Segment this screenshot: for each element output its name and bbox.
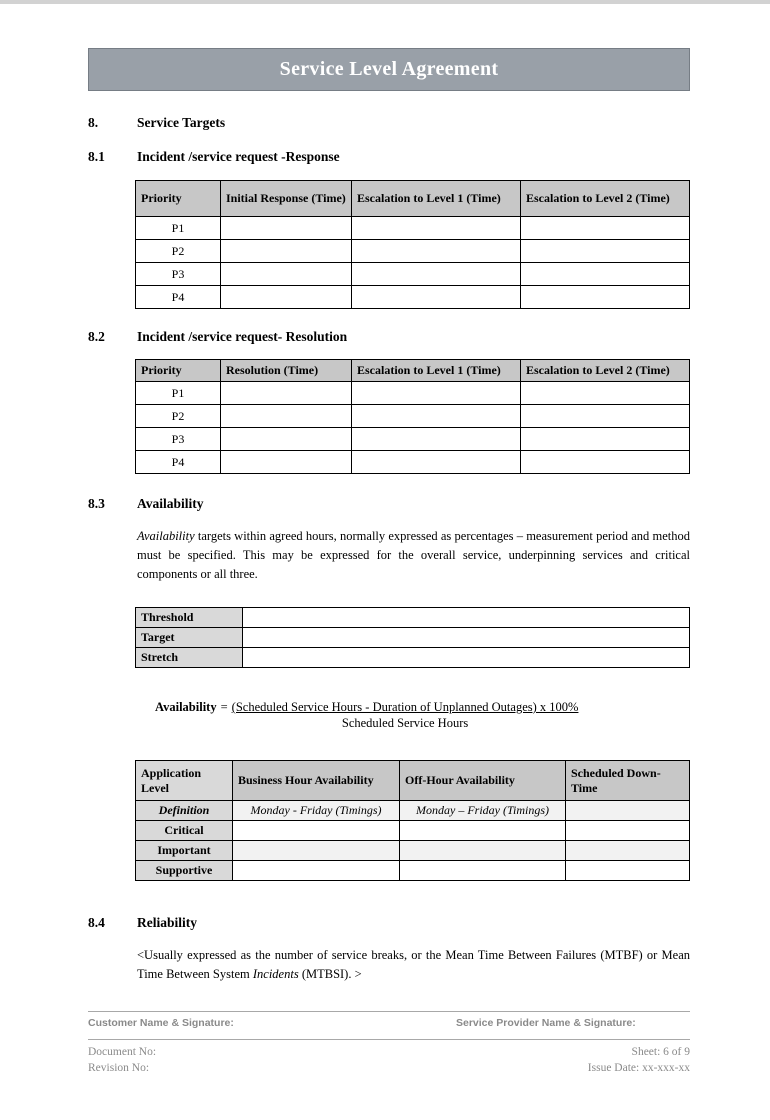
table-row-threshold (136, 608, 690, 628)
priority-cell: P2 (136, 240, 221, 263)
column-header-escalation-l2: Escalation to Level 2 (Time) (521, 181, 690, 217)
column-header-escalation-l1: Escalation to Level 1 (Time) (352, 181, 521, 217)
column-header-escalation-l1: Escalation to Level 1 (Time) (352, 360, 521, 382)
downtime-definition-cell (566, 801, 690, 821)
column-header-initial-response: Initial Response (Time) (221, 181, 352, 217)
reliability-text-after: (MTBSI). > (298, 967, 362, 981)
table-row-p3 (136, 263, 690, 286)
empty-cell (221, 428, 352, 451)
empty-cell (400, 841, 566, 861)
empty-cell (233, 821, 400, 841)
section-title: Reliability (137, 915, 197, 930)
section-heading-8-4 (88, 915, 690, 931)
section-title: Incident /service request- Resolution (137, 329, 348, 344)
table-row-p2 (136, 405, 690, 428)
priority-cell: P2 (136, 405, 221, 428)
customer-signature-label: Customer Name & Signature: (88, 1017, 234, 1029)
empty-cell (221, 286, 352, 309)
empty-cell (566, 821, 690, 841)
table-row-definition (136, 801, 690, 821)
resolution-table-header-row (136, 360, 690, 382)
resolution-table (135, 359, 690, 474)
table-row-important (136, 841, 690, 861)
issue-date: Issue Date: xx-xxx-xx (587, 1062, 690, 1074)
formula-label: Availability (155, 700, 217, 714)
empty-cell (521, 286, 690, 309)
section-title: Service Targets (137, 115, 226, 130)
revision-no-label: Revision No: (88, 1062, 150, 1074)
section-heading-8-2 (88, 329, 690, 345)
table-row-p1 (136, 382, 690, 405)
page-footer (88, 1011, 690, 1076)
empty-cell (521, 405, 690, 428)
column-header-priority: Priority (136, 360, 221, 382)
availability-formula (155, 699, 690, 731)
empty-cell (352, 451, 521, 474)
availability-levels-table (135, 607, 690, 668)
column-header-escalation-l2: Escalation to Level 2 (Time) (521, 360, 690, 382)
column-header-priority: Priority (136, 181, 221, 217)
footer-meta-row-1 (88, 1044, 690, 1060)
section-number: 8.4 (88, 915, 105, 930)
empty-cell (352, 428, 521, 451)
empty-cell (400, 861, 566, 881)
priority-cell: P4 (136, 286, 221, 309)
empty-cell (221, 405, 352, 428)
availability-italic-lead: Availability (137, 529, 195, 543)
priority-cell: P3 (136, 428, 221, 451)
empty-cell (352, 382, 521, 405)
stretch-label-cell: Stretch (136, 648, 243, 668)
empty-cell (243, 628, 690, 648)
table-row-p3 (136, 428, 690, 451)
response-table (135, 180, 690, 309)
empty-cell (233, 841, 400, 861)
definition-label-cell: Definition (136, 801, 233, 821)
section-number: 8. (88, 115, 99, 130)
section-title: Availability (137, 496, 204, 511)
critical-label-cell: Critical (136, 821, 233, 841)
target-label-cell: Target (136, 628, 243, 648)
important-label-cell: Important (136, 841, 233, 861)
table-row-stretch (136, 648, 690, 668)
column-header-resolution: Resolution (Time) (221, 360, 352, 382)
empty-cell (521, 263, 690, 286)
application-level-table (135, 760, 690, 881)
column-header-scheduled-downtime: Scheduled Down-Time (566, 761, 690, 801)
table-row-p2 (136, 240, 690, 263)
column-header-business-hour: Business Hour Availability (233, 761, 400, 801)
formula-denominator: Scheduled Service Hours (341, 716, 469, 730)
section-heading-8 (88, 115, 690, 131)
empty-cell (221, 263, 352, 286)
empty-cell (221, 382, 352, 405)
table-row-supportive (136, 861, 690, 881)
document-no-label: Document No: (88, 1046, 157, 1058)
footer-meta (88, 1044, 690, 1076)
empty-cell (521, 428, 690, 451)
empty-cell (221, 451, 352, 474)
document-title-banner (88, 48, 690, 91)
section-heading-8-1 (88, 149, 690, 165)
section-title: Incident /service request -Response (137, 149, 340, 164)
empty-cell (521, 217, 690, 240)
application-table-header-row (136, 761, 690, 801)
empty-cell (521, 451, 690, 474)
empty-cell (521, 382, 690, 405)
empty-cell (243, 648, 690, 668)
reliability-paragraph (137, 946, 690, 984)
table-row-p4 (136, 451, 690, 474)
empty-cell (521, 240, 690, 263)
table-row-p4 (136, 286, 690, 309)
empty-cell (400, 821, 566, 841)
off-hour-definition-cell: Monday – Friday (Timings) (400, 801, 566, 821)
table-row-target (136, 628, 690, 648)
section-number: 8.3 (88, 496, 105, 511)
column-header-off-hour: Off-Hour Availability (400, 761, 566, 801)
empty-cell (221, 240, 352, 263)
availability-paragraph (137, 527, 690, 584)
section-number: 8.2 (88, 329, 105, 344)
section-number: 8.1 (88, 149, 105, 164)
reliability-text-before: <Usually expressed as the number of service breaks, or the Mean Time Between Failures (MTBF) or Mean Time Between System (137, 948, 690, 981)
priority-cell: P1 (136, 217, 221, 240)
footer-meta-row-2 (88, 1060, 690, 1076)
availability-paragraph-text: targets within agreed hours, normally expressed as percentages – measurement period and method must be specified. This may be expressed for the overall service, underpinning services and critical components or all three. (137, 529, 690, 581)
section-heading-8-3 (88, 496, 690, 512)
empty-cell (221, 217, 352, 240)
empty-cell (566, 861, 690, 881)
column-header-application-level: Application Level (136, 761, 233, 801)
priority-cell: P1 (136, 382, 221, 405)
signature-row (88, 1011, 690, 1040)
document-content (88, 0, 690, 984)
table-row-critical (136, 821, 690, 841)
empty-cell (233, 861, 400, 881)
business-hour-definition-cell: Monday - Friday (Timings) (233, 801, 400, 821)
supportive-label-cell: Supportive (136, 861, 233, 881)
priority-cell: P3 (136, 263, 221, 286)
empty-cell (352, 263, 521, 286)
threshold-label-cell: Threshold (136, 608, 243, 628)
empty-cell (243, 608, 690, 628)
table-row-p1 (136, 217, 690, 240)
provider-signature-label: Service Provider Name & Signature: (456, 1017, 636, 1029)
empty-cell (352, 217, 521, 240)
sheet-number: Sheet: 6 of 9 (631, 1046, 690, 1058)
reliability-italic-word: Incidents (252, 967, 299, 981)
empty-cell (352, 286, 521, 309)
empty-cell (352, 240, 521, 263)
document-title: Service Level Agreement (279, 58, 499, 80)
formula-equals: = (220, 700, 228, 714)
response-table-header-row (136, 181, 690, 217)
empty-cell (566, 841, 690, 861)
priority-cell: P4 (136, 451, 221, 474)
empty-cell (352, 405, 521, 428)
formula-numerator: (Scheduled Service Hours - Duration of Unplanned Outages) x 100% (231, 700, 579, 714)
formula-fraction (232, 699, 579, 731)
